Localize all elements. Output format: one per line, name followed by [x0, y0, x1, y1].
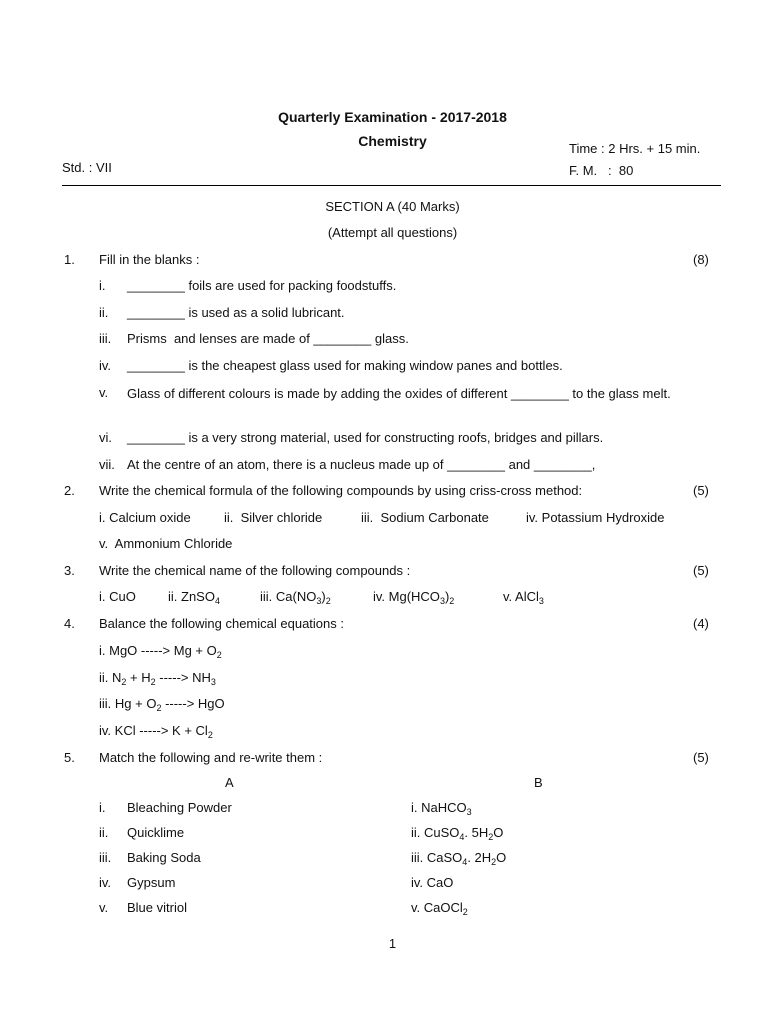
header-rule	[62, 185, 721, 186]
match-left-number: v.	[99, 900, 109, 915]
q2-item: ii. Silver chloride	[224, 510, 323, 525]
q4-equation: ii. $N_2 + H_2$ -----> $NH_3$	[99, 670, 216, 687]
subject-title: Chemistry	[358, 133, 427, 149]
q4-marks: (4)	[693, 616, 709, 631]
page-number: 1	[388, 936, 397, 951]
match-left-number: i.	[99, 800, 106, 815]
q2-number: 2.	[64, 483, 75, 498]
column-b-header: B	[534, 775, 543, 790]
match-right-item: iii. CaSO$_4$. $2H_2O$	[411, 850, 507, 867]
q1-item-text: ________ is used as a solid lubricant.	[127, 305, 345, 320]
q2-marks: (5)	[693, 483, 709, 498]
match-left-number: iv.	[99, 875, 112, 890]
q4-equation: i. MgO -----> $Mg + O_2$	[99, 643, 222, 660]
q3-item: iv. $Mg(HCO_3)_2$	[373, 589, 455, 606]
q1-item-number: ii.	[99, 305, 109, 320]
q4-equation: iv. KCl -----> $K + Cl_2$	[99, 723, 213, 740]
match-right-item: iv. CaO	[411, 875, 454, 890]
section-instruction: (Attempt all questions)	[327, 225, 458, 240]
match-left-item: Quicklime	[127, 825, 185, 840]
q2-item: iv. Potassium Hydroxide	[526, 510, 665, 525]
q4-number: 4.	[64, 616, 75, 631]
section-title: SECTION A (40 Marks)	[325, 199, 460, 214]
q3-marks: (5)	[693, 563, 709, 578]
q1-marks: (8)	[693, 252, 709, 267]
q3-item: ii. ZnSO$_4$	[168, 589, 220, 606]
q1-item-number: iv.	[99, 358, 112, 373]
match-right-item: i. NaHCO$_3$	[411, 800, 472, 817]
q3-text: Write the chemical name of the following compounds :	[99, 563, 411, 578]
match-left-item: Gypsum	[127, 875, 176, 890]
q2-item: i. Calcium oxide	[99, 510, 191, 525]
q4-equation: iii. $Hg + O_2$ -----> HgO	[99, 696, 225, 713]
exam-title: Quarterly Examination - 2017-2018	[278, 109, 507, 125]
q1-item-number: i.	[99, 278, 106, 293]
match-left-item: Baking Soda	[127, 850, 201, 865]
full-marks: F. M. : 80	[569, 163, 634, 178]
q1-item-text: ________ is a very strong material, used for constructing roofs, bridges and pillars.	[127, 430, 604, 445]
match-left-number: iii.	[99, 850, 112, 865]
q1-item-text: ________ foils are used for packing foodstuffs.	[127, 278, 397, 293]
q1-item-number: vi.	[99, 430, 112, 445]
q1-item-text: Prisms and lenses are made of ________ glass.	[127, 331, 409, 346]
q4-text: Balance the following chemical equations :	[99, 616, 344, 631]
q1-item-number: v.	[99, 385, 109, 400]
match-right-item: v. CaOCl$_2$	[411, 900, 468, 917]
q5-number: 5.	[64, 750, 75, 765]
q1-item-text: ________ is the cheapest glass used for making window panes and bottles.	[127, 358, 563, 373]
match-left-item: Blue vitriol	[127, 900, 187, 915]
q1-item-text: At the centre of an atom, there is a nucleus made up of ________ and ________,	[127, 457, 596, 472]
q2-text: Write the chemical formula of the following compounds by using criss-cross method:	[99, 483, 583, 498]
match-left-number: ii.	[99, 825, 109, 840]
q2-item: v. Ammonium Chloride	[99, 536, 233, 551]
std-info: Std. : VII	[62, 160, 112, 175]
q1-item-number: vii.	[99, 457, 115, 472]
time-info: Time : 2 Hrs. + 15 min.	[569, 141, 701, 156]
q3-item: iii. $Ca(NO_3)_2$	[260, 589, 331, 606]
q3-item: i. CuO	[99, 589, 136, 604]
match-left-item: Bleaching Powder	[127, 800, 232, 815]
q3-item: v. AlCl$_3$	[503, 589, 544, 606]
q5-marks: (5)	[693, 750, 709, 765]
q1-text: Fill in the blanks :	[99, 252, 200, 267]
q1-item-number: iii.	[99, 331, 112, 346]
q3-number: 3.	[64, 563, 75, 578]
q2-item: iii. Sodium Carbonate	[361, 510, 489, 525]
column-a-header: A	[225, 775, 234, 790]
q5-text: Match the following and re-write them :	[99, 750, 323, 765]
q1-item-text: Glass of different colours is made by adding the oxides of different ________ to the glass melt.	[127, 386, 671, 401]
match-right-item: ii. CuSO$_4$. $5H_2O$	[411, 825, 504, 842]
q1-number: 1.	[64, 252, 75, 267]
